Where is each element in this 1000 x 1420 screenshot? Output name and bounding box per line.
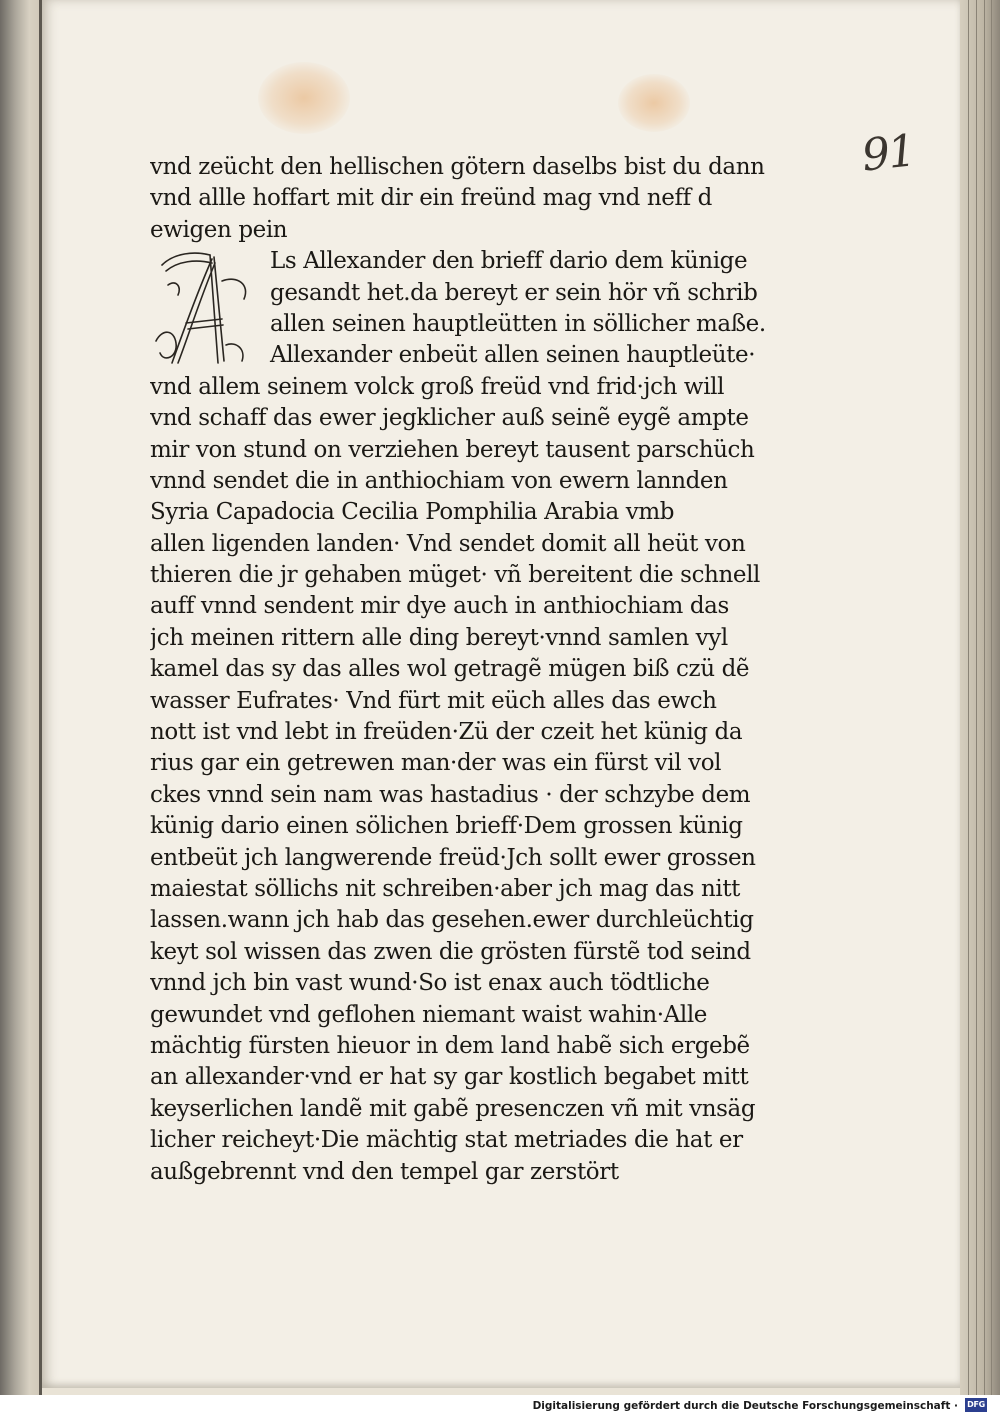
text-line: rius gar ein getrewen man·der was ein fürst vil vol [150, 750, 722, 777]
text-line: allen seinen hauptleütten in söllicher maße. [270, 310, 766, 337]
text-line: vnd allem seinem volck groß freüd vnd frid·jch will [150, 373, 725, 400]
text-line: jch meinen rittern alle ding bereyt·vnnd samlen vyl [150, 624, 728, 651]
text-line: entbeüt jch langwerende freüd·Jch sollt ewer grossen [150, 844, 756, 871]
right-page-edge [960, 0, 1000, 1395]
text-line: gewundet vnd geflohen niemant waist wahin·Alle [150, 1001, 707, 1028]
main-text-block [150, 152, 820, 1188]
text-line: vnd zeücht den hellischen götern daselbs bist du dann [150, 154, 765, 180]
paper-stain-top [258, 62, 350, 134]
text-line: mächtig fürsten hieuor in dem land habẽ sich ergebẽ [150, 1032, 750, 1059]
dfg-credit-text: Digitalisierung gefördert durch die Deutsche Forschungsgemeinschaft · [532, 1400, 958, 1412]
text-line: auff vnnd sendent mir dye auch in anthiochiam das [150, 593, 729, 620]
text-line: nott ist vnd lebt in freüden·Zü der czeit het künig da [150, 719, 743, 746]
text-line: Syria Capadocia Cecilia Pomphilia Arabia vmb [150, 499, 675, 526]
text-line: keyt sol wissen das zwen die grösten fürstẽ tod seind [150, 938, 751, 965]
text-line: mir von stund on verziehen bereyt tausent parschüch [150, 436, 755, 463]
text-line: vnd schaff das ewer jegklicher auß seinẽ eygẽ ampte [150, 405, 749, 432]
left-page-edge [0, 0, 42, 1395]
text-line: vnnd sendet die in anthiochiam von ewern lannden [150, 467, 728, 494]
text-line: maiestat söllichs nit schreiben·aber jch mag das nitt [150, 875, 741, 902]
dfg-logo: DFG [965, 1398, 987, 1412]
text-line: licher reicheyt·Die mächtig stat metriades die hat er [150, 1127, 743, 1154]
text-line: außgebrennt vnd den tempel gar zerstört [150, 1158, 619, 1185]
text-line: gesandt het.da bereyt er sein hör vñ schrib [270, 279, 758, 306]
text-line: vnd allle hoffart mit dir ein freünd mag vnd neff d [150, 185, 712, 212]
paper-stain-top-right [618, 74, 690, 132]
text-line: thieren die jr gehaben müget· vñ bereitent die schnell [150, 562, 761, 589]
text-line: wasser Eufrates· Vnd fürt mit eüch alles das ewch [150, 687, 717, 714]
text-line: ckes vnnd sein nam was hastadius · der schzybe dem [150, 781, 751, 808]
text-line: an allexander·vnd er hat sy gar kostlich begabet mitt [150, 1064, 749, 1091]
text-line: vnnd jch bin vast wund·So ist enax auch tödtliche [150, 970, 710, 997]
text-line: keyserlichen landẽ mit gabẽ presenczen vñ mit vnsäg [150, 1095, 756, 1122]
text-line: Ls Allexander den brieff dario dem künige [270, 248, 748, 275]
text-line: künig dario einen sölichen brieff·Dem grossen künig [150, 813, 743, 840]
text-line: kamel das sy das alles wol getragẽ mügen biß czü dẽ [150, 656, 750, 683]
text-line: allen ligenden landen· Vnd sendet domit all heüt von [150, 530, 746, 557]
folio-number: 91 [859, 125, 917, 182]
text-line: lassen.wann jch hab das gesehen.ewer durchleüchtig [150, 907, 754, 934]
text-line: Allexander enbeüt allen seinen hauptleüte· [270, 342, 756, 369]
text-line: ewigen pein [150, 216, 288, 243]
